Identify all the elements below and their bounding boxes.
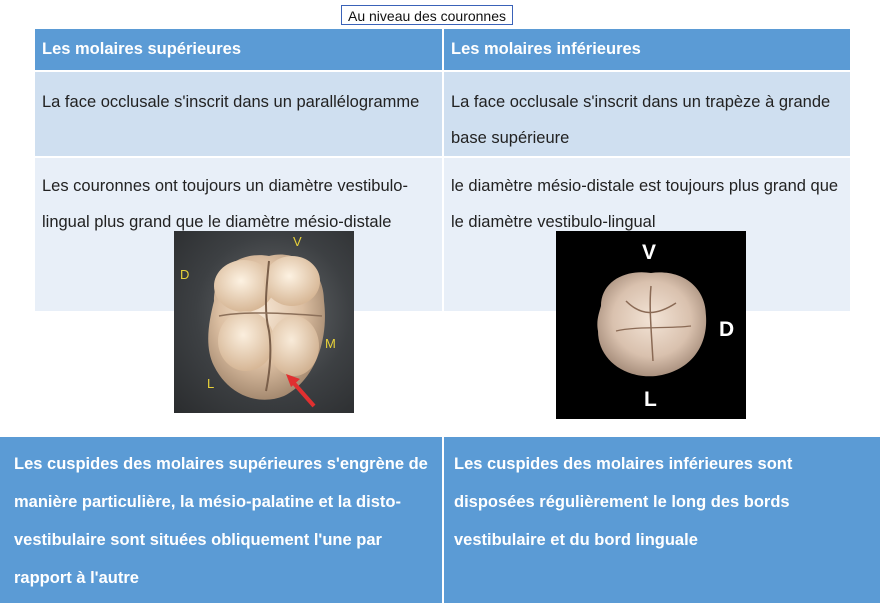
label-m: M bbox=[325, 336, 336, 351]
upper-molar-photo bbox=[174, 231, 354, 413]
label-l: L bbox=[207, 376, 215, 391]
label-v: V bbox=[642, 241, 657, 264]
cell-upper-cusps: Les cuspides des molaires supérieures s'engrène de manière particulière, la mésio-palatine et la disto-vestibulaire sont situées obliquement l'une par rapport à l'autre bbox=[0, 437, 443, 603]
header-lower-molars: Les molaires inférieures bbox=[443, 29, 851, 71]
cell-lower-cusps: Les cuspides des molaires inférieures sont disposées régulièrement le long des bords vestibulaire et du bord linguale bbox=[443, 437, 880, 603]
table-caption: Au niveau des couronnes bbox=[341, 5, 513, 25]
table-header-row bbox=[35, 29, 851, 71]
upper-molar-drawing bbox=[174, 231, 354, 413]
cell-upper-occlusal: La face occlusale s'inscrit dans un parallélogramme bbox=[35, 71, 443, 157]
header-upper-molars: Les molaires supérieures bbox=[35, 29, 443, 71]
cell-lower-occlusal: La face occlusale s'inscrit dans un trapèze à grande base supérieure bbox=[443, 71, 851, 157]
cell-lower-diameter: le diamètre mésio-distale est toujours plus grand que le diamètre vestibulo-lingual bbox=[443, 157, 851, 311]
label-l: L bbox=[644, 388, 657, 411]
label-v: V bbox=[293, 234, 302, 249]
table-row bbox=[35, 71, 851, 157]
lower-molar-photo bbox=[556, 231, 746, 419]
label-d: D bbox=[180, 267, 190, 282]
cusps-table bbox=[0, 437, 880, 603]
table-row bbox=[0, 437, 880, 603]
label-d: D bbox=[719, 318, 735, 341]
cell-upper-diameter: Les couronnes ont toujours un diamètre vestibulo-lingual plus grand que le diamètre mésio-distale bbox=[35, 157, 443, 311]
red-arrow bbox=[292, 381, 314, 406]
